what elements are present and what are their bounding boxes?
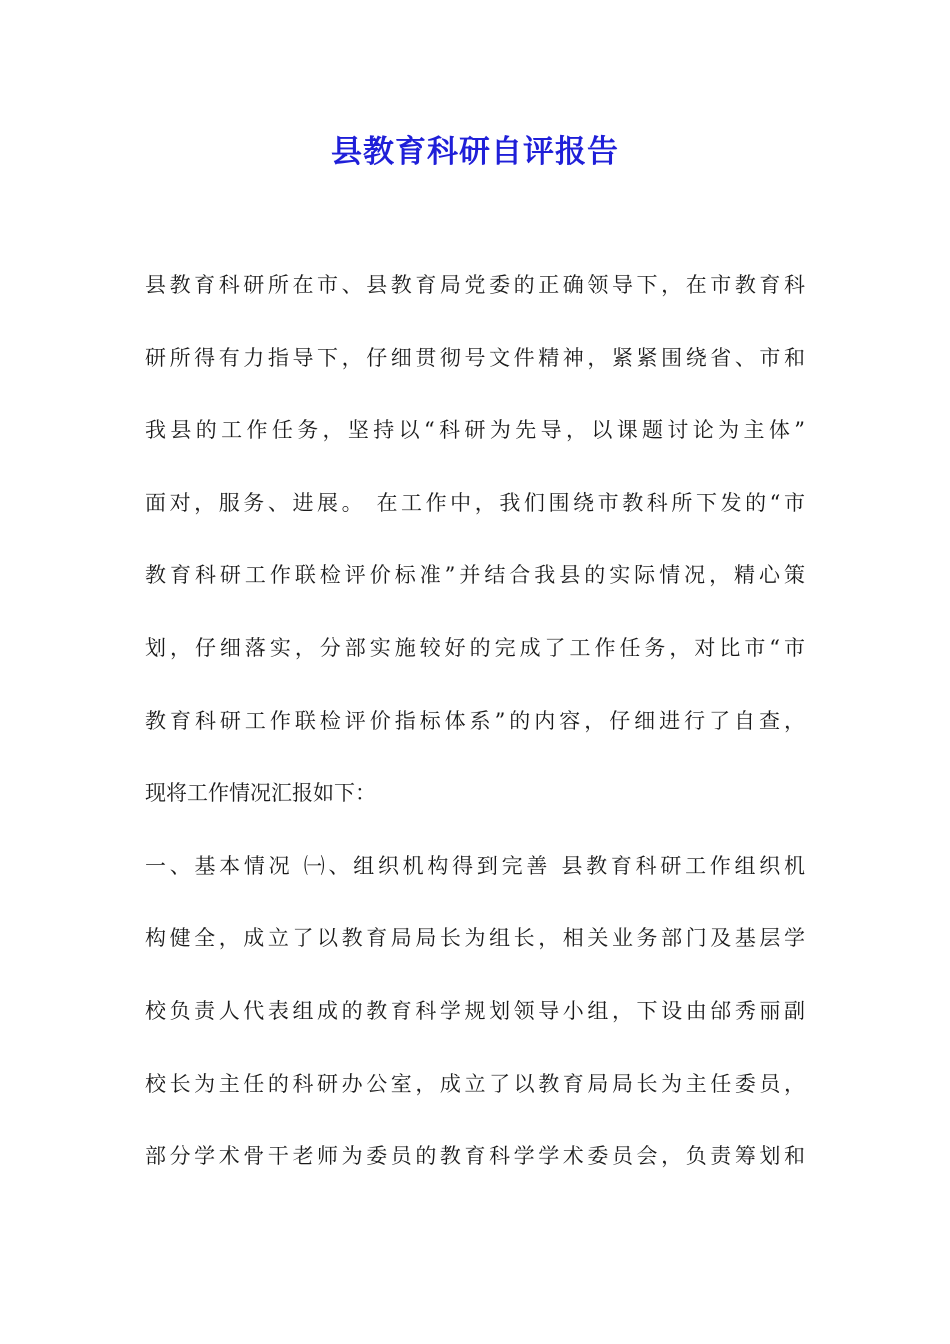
paragraph-line: 研所得有力指导下，仔细贯彻号文件精神，紧紧围绕省、市和 <box>145 345 805 370</box>
paragraph-line: 校负责人代表组成的教育科学规划领导小组，下设由邰秀丽副 <box>145 998 805 1023</box>
paragraph-line: 教育科研工作联检评价指标体系”的内容，仔细进行了自查， <box>145 708 805 733</box>
document-title: 县教育科研自评报告 <box>331 134 619 170</box>
document-body <box>145 262 805 1206</box>
paragraph-line: 校长为主任的科研办公室，成立了以教育局局长为主任委员， <box>145 1071 805 1096</box>
paragraph-line: 我县的工作任务，坚持以“科研为先导，以课题讨论为主体” <box>145 418 805 443</box>
paragraph-line: 现将工作情况汇报如下： <box>145 781 376 806</box>
paragraph-line: 一、基本情况 ㈠、组织机构得到完善 县教育科研工作组织机 <box>145 853 805 878</box>
paragraph-line: 教育科研工作联检评价标准”并结合我县的实际情况，精心策 <box>145 563 805 588</box>
paragraph-line: 县教育科研所在市、县教育局党委的正确领导下，在市教育科 <box>145 273 805 297</box>
paragraph-line: 构健全，成立了以教育局局长为组长，相关业务部门及基层学 <box>145 926 805 951</box>
paragraph-line: 面对，服务、进展。 在工作中，我们围绕市教科所下发的“市 <box>145 490 805 515</box>
paragraph-line: 部分学术骨干老师为委员的教育科学学术委员会，负责筹划和 <box>145 1144 805 1169</box>
paragraph-line: 划，仔细落实，分部实施较好的完成了工作任务，对比市“市 <box>145 635 805 660</box>
